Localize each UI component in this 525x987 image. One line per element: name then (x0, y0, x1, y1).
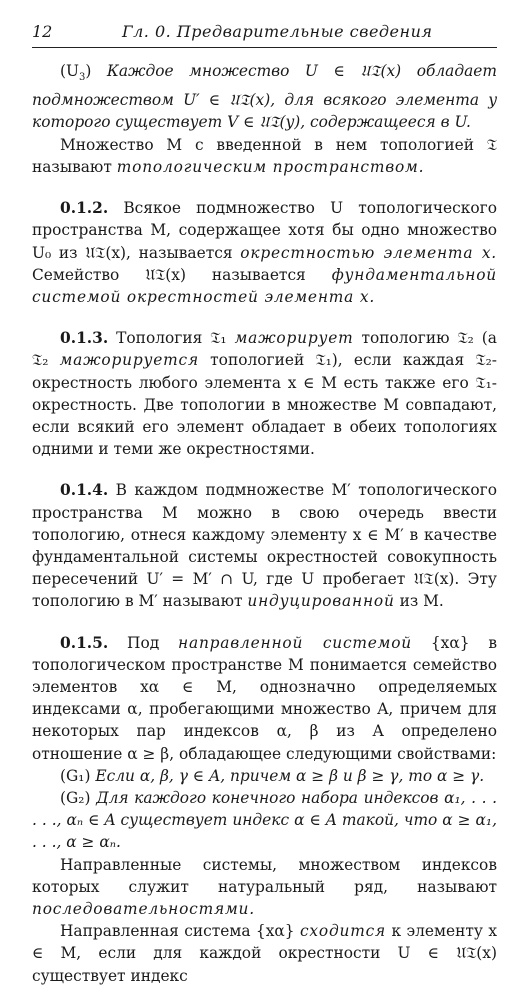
axiom-u3-text: Каждое множество U ∈ 𝔘𝔗(x) обладает подмножеством U′ ∈ 𝔘𝔗(x), для всякого элемента y которого существует V ∈ 𝔘𝔗(y), содержащееся в U. (32, 62, 497, 132)
section-number: 0.1.4. (60, 481, 109, 500)
axiom-u3 (32, 60, 497, 134)
section-number: 0.1.3. (60, 329, 109, 348)
paragraph-convergence: Направленная система {xα} сходится к элементу x ∈ M, если для каждой окрестности U ∈ 𝔘𝔗(x) существует индекс (32, 922, 497, 985)
section-0-1-3: 0.1.3. Топология 𝔗₁ мажорирует топологию 𝔗₂ (а 𝔗₂ мажорируется топологией 𝔗₁), если каждая 𝔗₂-окрестность любого элемента x ∈ M есть также его 𝔗₁-окрестность. Две топологии в множестве M совпадают, если всякий его элемент обладает в обеих топологиях одними и теми же окрестностями. (32, 329, 497, 459)
term-converges: сходится (300, 922, 387, 941)
axiom-g1-label: (G₁) (60, 766, 91, 785)
paragraph-topological-space: Множество M с введенной в нем топологией 𝔗 называют топологическим пространством. (32, 135, 497, 176)
axiom-g2-text: Для каждого конечного набора индексов α₁, . . . . . ., αₙ ∈ A существует индекс α ∈ A такой, что α ≥ α₁, . . ., α ≥ αₙ. (32, 788, 497, 852)
section-0-1-4: 0.1.4. В каждом подмножестве M′ топологического пространства M можно в свою очередь ввести топологию, отнеся каждому элементу x ∈ M′ в качестве фундаментальной системы окрестностей совокупность пересечений U′ = M′ ∩ U, где U пробегает 𝔘𝔗(x). Эту топологию в M′ называют индуцированной из M. (32, 481, 497, 611)
section-number: 0.1.5. (60, 633, 109, 652)
axiom-g2 (32, 787, 497, 854)
section-0-1-5: 0.1.5. Под направленной системой {xα} в топологическом пространстве M понимается семейство элементов xα ∈ M, однозначно определяемых индексами α, пробегающими множество A, причем для некоторых пар индексов α, β из A определено отношение α ≥ β, обладающее следующими свойствами: (32, 633, 498, 763)
term-directed-system: направленной системой (178, 633, 413, 652)
term-fundamental-system: фундаментальной системой окрестностей элемента x. (32, 265, 497, 306)
term-majorizes: мажорирует (234, 329, 354, 348)
paragraph-sequences: Направленные системы, множеством индексов которых служит натуральный ряд, называют последовательностями. (32, 855, 497, 918)
axiom-g1-text: Если α, β, γ ∈ A, причем α ≥ β и β ≥ γ, то α ≥ γ. (95, 766, 485, 785)
running-title: Гл. 0. Предварительные сведения (122, 22, 433, 41)
term-majorized: мажорируется (59, 351, 199, 370)
term-neighborhood: окрестностью элемента x. (240, 243, 497, 262)
term-sequences: последовательностями. (32, 899, 255, 918)
running-header (32, 22, 497, 48)
axiom-u3-label: $(U_3)$ (60, 62, 92, 84)
section-number: 0.1.2. (60, 199, 109, 218)
axiom-g1 (32, 765, 497, 787)
term-topological-space: топологическим пространством. (116, 157, 425, 176)
page-number: 12 (32, 22, 53, 41)
section-0-1-2: 0.1.2. Всякое подмножество U топологического пространства M, содержащее хотя бы одно множество U₀ из 𝔘𝔗(x), называется окрестностью элемента x. Семейство 𝔘𝔗(x) называется фундаментальной системой окрестностей элемента x. (32, 199, 497, 306)
axiom-g2-label: (G₂) (60, 788, 91, 807)
term-induced: индуцированной (247, 592, 395, 611)
